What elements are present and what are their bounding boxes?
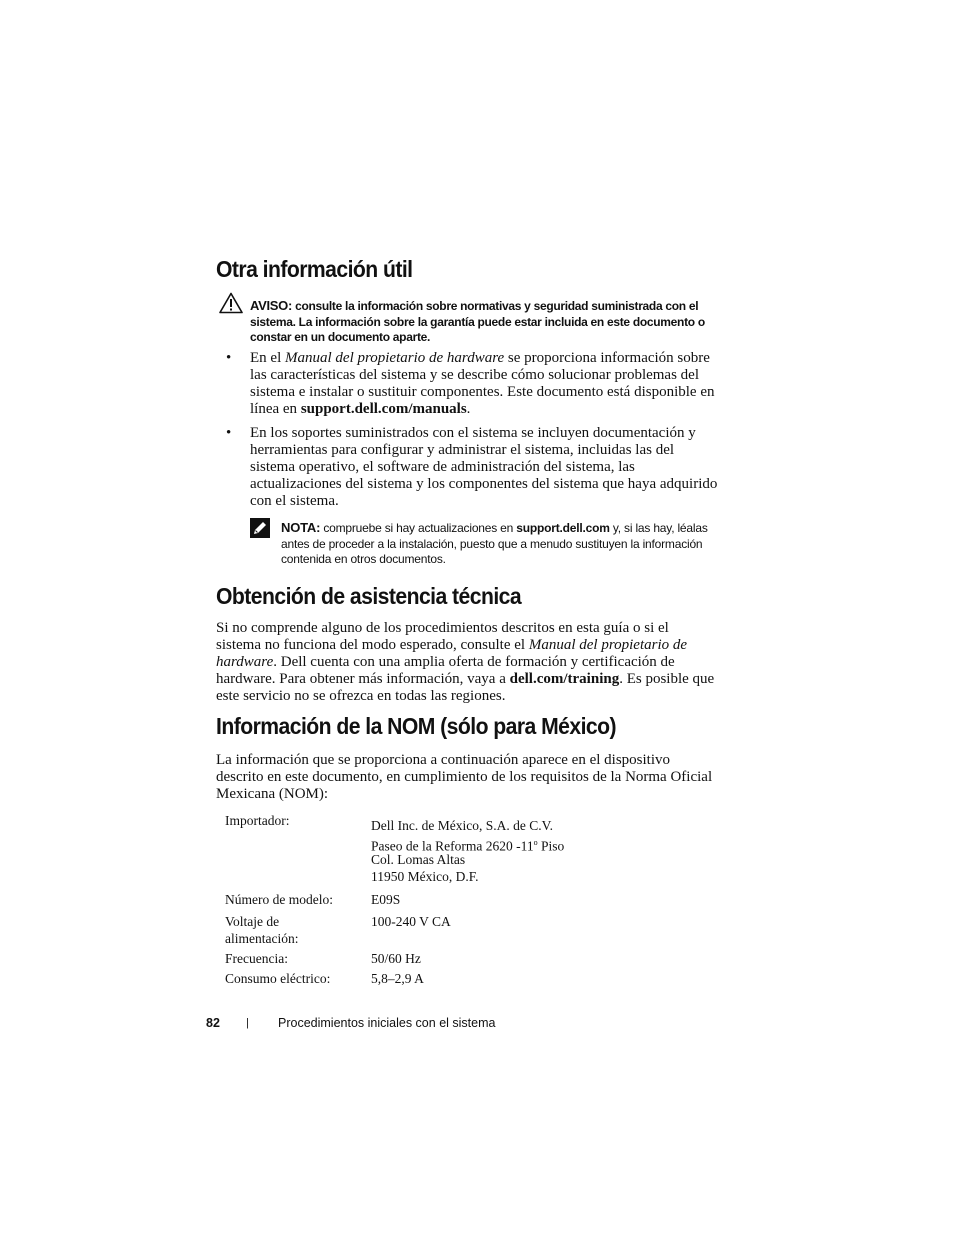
support-manuals-link[interactable]: support.dell.com/manuals bbox=[300, 401, 467, 417]
page-number: 82 bbox=[206, 1016, 220, 1030]
asistencia-text-b: . Dell cuenta con una amplia oferta de formación y certificación de hardware. Para obtener más información, vaya a bbox=[216, 654, 675, 687]
bullet-soportes: En los soportes suministrados con el sistema se incluyen documentación y herramientas para configurar y administrar el sistema, incluidas las del sistema operativo, el software de administración del sistema, las actualizaciones del sistema y los componentes del sistema que haya adquirido con el sistema. bbox=[250, 425, 718, 509]
heading-asistencia-tecnica: Obtención de asistencia técnica bbox=[216, 583, 522, 609]
bullet1-manual-title: Manual del propietario de hardware bbox=[285, 350, 505, 366]
dell-training-link[interactable]: dell.com/training bbox=[509, 671, 620, 687]
bullet-marker: • bbox=[226, 425, 232, 441]
model-value: E09S bbox=[371, 892, 401, 907]
bullet1-text-c: . bbox=[466, 401, 471, 417]
support-link[interactable]: support.dell.com bbox=[516, 521, 610, 535]
bullet-marker: • bbox=[226, 350, 232, 366]
bullet-manual-hardware bbox=[250, 350, 718, 418]
heading-informacion-nom: Información de la NOM (sólo para México) bbox=[216, 713, 617, 739]
bullet1-text-a: En el bbox=[250, 350, 285, 366]
paragraph-asistencia bbox=[216, 620, 716, 705]
importer-floor-superscript: o bbox=[533, 838, 538, 847]
importer-street: Paseo de la Reforma 2620 -11 bbox=[371, 838, 534, 854]
bullet1-text-b: se proporciona información sobre las características del sistema y se describe cómo solucionar problemas del sistema e instalar o sustituir componentes. Este documento está disponible en línea en bbox=[250, 350, 715, 417]
note-pencil-icon bbox=[250, 518, 270, 538]
power-value: 5,8–2,9 A bbox=[371, 971, 424, 986]
importer-label: Importador: bbox=[225, 813, 290, 828]
note-text-a: compruebe si hay actualizaciones en bbox=[320, 521, 517, 535]
footer-separator: | bbox=[246, 1017, 249, 1029]
frequency-label: Frecuencia: bbox=[225, 951, 288, 966]
footer-title: Procedimientos iniciales con el sistema bbox=[278, 1016, 496, 1030]
asistencia-text-a: Si no comprende alguno de los procedimientos descritos en esta guía o si el sistema no funciona del modo esperado, consulte el bbox=[216, 620, 669, 653]
heading-otra-informacion: Otra información útil bbox=[216, 256, 413, 282]
frequency-value: 50/60 Hz bbox=[371, 951, 421, 966]
importer-line-1: Dell Inc. de México, S.A. de C.V. bbox=[371, 818, 553, 833]
power-label: Consumo eléctrico: bbox=[225, 971, 331, 986]
voltage-label-line-1: Voltaje de bbox=[225, 914, 280, 929]
importer-floor: Piso bbox=[537, 838, 565, 854]
asistencia-manual-title: Manual del propietario de hardware bbox=[216, 637, 688, 670]
voltage-label-line-2: alimentación: bbox=[225, 931, 299, 946]
voltage-value: 100-240 V CA bbox=[371, 914, 451, 929]
importer-line-3: Col. Lomas Altas bbox=[371, 852, 466, 867]
warning-triangle-icon bbox=[219, 292, 243, 314]
asistencia-text-c: . Es posible que este servicio no se ofrezca en todas las regiones. bbox=[216, 671, 715, 704]
warning-text: consulte la información sobre normativas y seguridad suministrada con el sistema. La información sobre la garantía puede estar incluida en este documento o constar en un documento aparte. bbox=[250, 299, 705, 344]
model-label: Número de modelo: bbox=[225, 892, 333, 907]
note-label: NOTA: bbox=[281, 520, 321, 535]
warning-notice bbox=[250, 298, 720, 346]
importer-line-4: 11950 México, D.F. bbox=[371, 869, 479, 884]
note-text-b: y, si las hay, léalas antes de proceder a la instalación, puesto que a menudo sustituyen la información contenida en otros documentos. bbox=[281, 521, 708, 566]
note-actualizaciones bbox=[281, 520, 721, 568]
paragraph-nom-intro: La información que se proporciona a continuación aparece en el dispositivo descrito en este documento, en cumplimiento de los requisitos de la Norma Oficial Mexicana (NOM): bbox=[216, 752, 713, 802]
warning-label: AVISO: bbox=[250, 298, 293, 313]
